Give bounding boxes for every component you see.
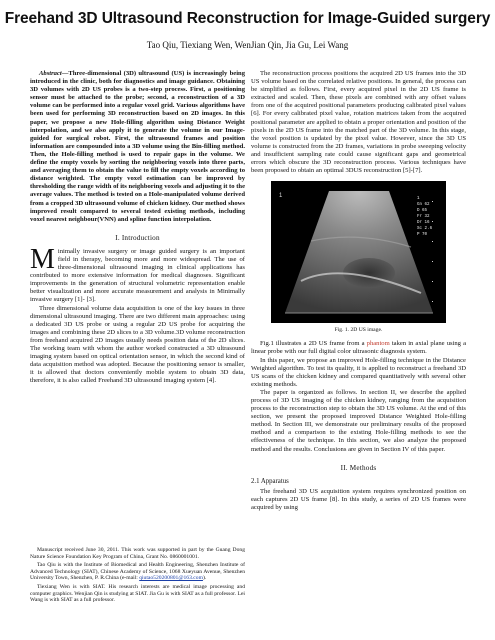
image-parameter-line: Fr 32 bbox=[417, 215, 430, 220]
footnote-coauthors: Tiexiang Wen is with SIAT. His research interests are medical image processing and computer graphics. Wenjian Qin is studying at SIAT. Jia Gu is with SIAT as a full professor. Lei Wang is with SIAT as a full professor. bbox=[30, 583, 245, 604]
image-parameter-line: P 70 bbox=[417, 233, 428, 238]
email-link[interactable]: qiutao520200801@163.com bbox=[139, 575, 203, 582]
image-parameter-line: Sc 2.6 bbox=[417, 227, 433, 232]
right-paragraph-3: In this paper, we propose an improved Hole-filling technique in the Distance Weighted algorithm. To test its quality, it is applied to reconstruct a freehand 3D US scans of the chicken kidney and compared quantitatively with several other existing methods. bbox=[251, 356, 466, 388]
right-column bbox=[251, 70, 466, 512]
image-parameter-line: Gn 62 bbox=[417, 203, 430, 208]
footnote-affiliation-end: ). bbox=[202, 575, 207, 582]
footnote-manuscript: Manuscript received June 30, 2011. This work was supported in part by the Guang Dong Nature Science Foundation Key Program of China, Grant No. 0860001001. bbox=[30, 547, 245, 560]
figure-caption: Fig. 1. 2D US image. bbox=[334, 327, 383, 334]
image-parameter-line: Dr 16 bbox=[417, 221, 430, 226]
ultrasound-image bbox=[271, 181, 446, 323]
footnote-affiliation bbox=[30, 562, 245, 582]
abstract bbox=[30, 70, 245, 224]
intro-paragraph-1 bbox=[30, 243, 245, 305]
abstract-text: —Three-dimensional (3D) ultrasound (US) is increasingly being introduced in the clinic, both for diagnostics and image guidance. Obtaining 3D volumes with 2D US probes is a two-step process. First, a positioning sensor must be attached to the probe; second, a reconstruction of a 3D volume can be performed into a regular voxel grid. Various algorithms have been used for performing 3D reconstruction based on 2D images. In this paper, we propose a new Hole-filling algorithm using Distance Weight interpolation, and we also apply it to generate the volume in our Image-guided for surgical robot. First, the ultrasound frames and position information are compounded into a 3D volume using the Bin-filling method. Then, the Hole-filling method is used to repair gaps in the volume. We define the empty voxels by sorting the neighboring voxels into three parts, and averaging them to obtain the value to fill the empty voxels according to distance weighted. The empty voxel estimation can be improved by thresholding the range width of its neighboring voxels and adjusting it to the average values. The method is tested on a Hole-manipulated volume derived from a cropped 3D ultrasound volume of chicken kidney. Our method shows improved result compared to several tested existing methods, including voxel nearest neighbour(VNN) and spline function interpolation. bbox=[30, 70, 245, 223]
intro-paragraph-1-text: inimally invasive surgery or image guided surgery is an important field in therapy, becoming more and more widespread. The use of three-dimensional ultrasound imaging in clinical applications has contributed to more extensive information for medical diagnoses. Significant improvements in the generation of structural volumetric representation enable better visualization and more accurate measurement and analysis in Minimally invasive surgery [1]- [3]. bbox=[30, 247, 245, 304]
left-column bbox=[30, 70, 245, 385]
section-heading-methods: II. Methods bbox=[340, 463, 377, 472]
abstract-label: Abstract bbox=[39, 70, 62, 77]
section-heading-introduction: I. Introduction bbox=[115, 233, 160, 242]
footnote-affiliation-text: Tao Qiu is with the Institute of Biomedical and Health Engineering, Shenzhen Institute of Advanced Technology (SIAT), Chinese Academy of Science, 1068 Xueyuan Avenue, Shenzhen University Town, Shenzhen, P. R.China (e-mail: bbox=[30, 562, 245, 582]
image-marker: 1 bbox=[279, 193, 283, 200]
phantom-highlight: phantom bbox=[366, 340, 390, 348]
image-parameter-line: 1 bbox=[417, 197, 420, 202]
right-paragraph-5: The freehand 3D US acquisition system requires synchronized position on each captures 2D US frame [8]. In this study, a series of 2D US frames were acquired by using bbox=[251, 487, 466, 511]
right-paragraph-1: The reconstruction process positions the acquired 2D US frames into the 3D US volume based on the correlated relative positions. In general, the process can be simplified as follows. First, every acquired pixel in the 2D US frame is extracted and scaled. Then, these pixels are combined with any offset values from one of the acquired positional parameters producing calibrated pixel values [6]. For every calibrated pixel value, rotation matrices taken from the acquired positional parameter are applied to obtain a proper orientation and position of the pixels in the 2D US frame into the matched part of the 3D volume. In this stage, the voxel position is updated by the pixel value. However, since the 3D US volume is constructed from the 2D frames, variations in probe sweeping velocity and insufficient sampling rate could cause significant gaps and geometrical errors which obscure the 3D reconstruction process. Various techniques have been proposed to obtain an optimal 3DUS reconstruction [5]-[7]. bbox=[251, 70, 466, 175]
paper-title: Freehand 3D Ultrasound Reconstruction for Image-Guided surgery bbox=[4, 10, 491, 27]
footnotes bbox=[30, 547, 245, 606]
intro-paragraph-2: Three dimensional volume data acquisition is one of the key issues in three dimensional ultrasound imaging. There are two different main approaches: using a dedicated 3D US probe or using a regular 2D US probe for acquiring the images and combining these 2D slices to a 3D volume.3D volume reconstruction from freehand acquired 2D images usually needs position data of the 2D slices. The working team with whom the author worked constructed a 3D ultrasound imaging system based on optical orientation sensor, in which the second kind of data acquisition method was adopted. Because the positioning sensor is smaller, it is allowed that doctors conveniently mobile system to obtain 3D data, therefore, it is also called Freehand 3D ultrasound imaging system [4]. bbox=[30, 304, 245, 385]
author-list: Tao Qiu, Tiexiang Wen, WenJian Qin, Jia Gu, Lei Wang bbox=[146, 40, 349, 50]
right-paragraph-2-start: Fig.1 illustrates a 2D US frame from a bbox=[260, 340, 367, 348]
image-parameter-line: D 65 bbox=[417, 209, 428, 214]
right-paragraph-4: The paper is organized as follows. In section II, we describe the applied process of 3D US imaging of the chicken kidney, ranging from the acquisition process to the reconstruction step to obtain the 3D US volume. At the end of this section, we present the proposed improved Distance Weighted Hole-filling method. In Section III, we demonstrate our preliminary results of the proposed method and a comparison to the existing Hole-filling methods to see the effectiveness of the technique. In this section, we also analyze the proposed method and the results. Conclusions are given in Section IV of this paper. bbox=[251, 388, 466, 453]
right-paragraph-2 bbox=[251, 340, 466, 356]
ultrasound-figure bbox=[271, 181, 446, 323]
drop-cap: M bbox=[30, 243, 55, 275]
subsection-apparatus: 2.1 Apparatus bbox=[251, 477, 289, 485]
right-paragraph-2-end: taken in axial plane using a linear probe with our full digital color ultrasonic diagnosis system. bbox=[251, 340, 466, 356]
